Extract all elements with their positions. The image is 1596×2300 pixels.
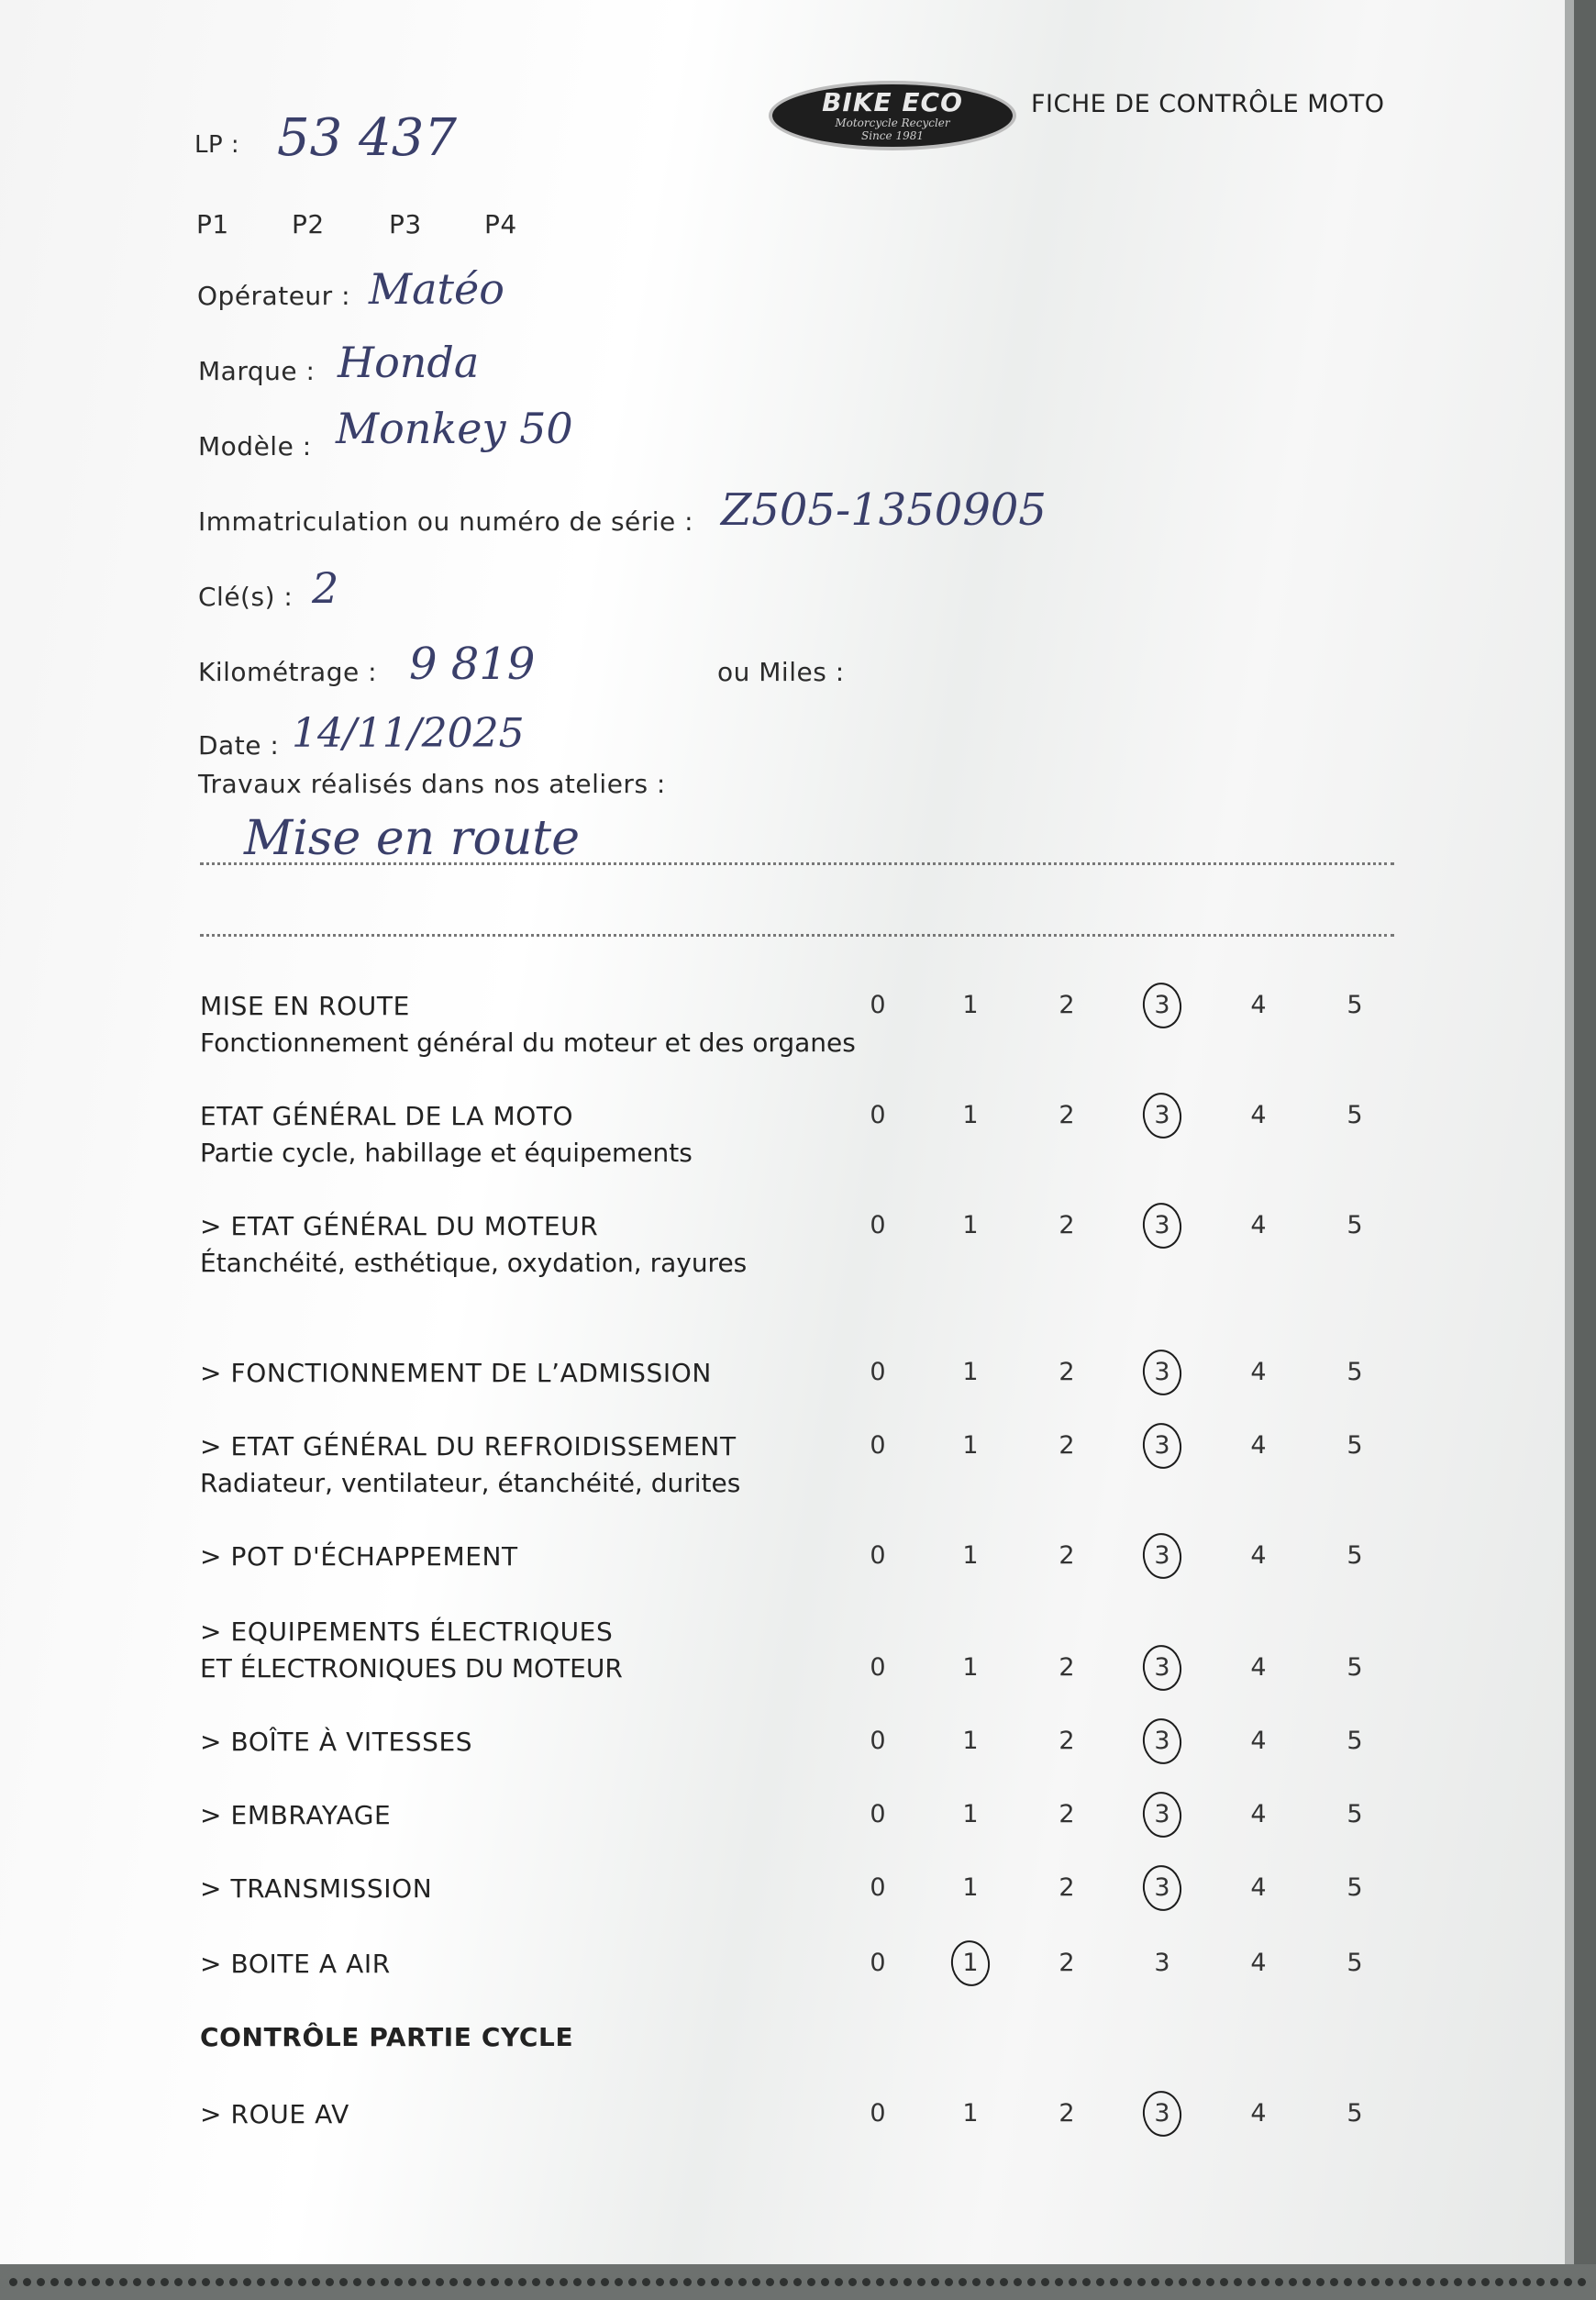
brand-label: Marque : [198, 356, 316, 386]
check-row-score-3[interactable]: 3 [1144, 1101, 1180, 1129]
check-row-score-5[interactable]: 5 [1347, 1873, 1363, 1902]
binder-hole [1468, 2278, 1476, 2286]
binder-hole [105, 2278, 114, 2286]
cycle-row-score-5[interactable]: 5 [1347, 2099, 1363, 2128]
binder-hole [573, 2278, 582, 2286]
check-row-score-4[interactable]: 4 [1250, 1653, 1267, 1682]
check-row-score-2[interactable]: 2 [1058, 1541, 1075, 1570]
check-row-score-3[interactable]: 3 [1144, 1211, 1180, 1239]
binder-hole [422, 2278, 430, 2286]
cycle-row-score-3[interactable]: 3 [1144, 2099, 1180, 2128]
binder-hole [491, 2278, 499, 2286]
binder-hole [147, 2278, 155, 2286]
check-row-score-2[interactable]: 2 [1058, 1949, 1075, 1977]
binder-hole [1206, 2278, 1214, 2286]
check-row-subtitle: Partie cycle, habillage et équipements [200, 1138, 693, 1168]
check-row-score-2[interactable]: 2 [1058, 1727, 1075, 1755]
binder-hole [1275, 2278, 1283, 2286]
check-row-title: > BOITE A AIR [200, 1949, 391, 1979]
binder-hole [670, 2278, 678, 2286]
check-row-score-1[interactable]: 1 [962, 1431, 979, 1460]
binder-hole [1151, 2278, 1159, 2286]
binder-hole [119, 2278, 127, 2286]
binder-hole [161, 2278, 169, 2286]
binder-hole [876, 2278, 884, 2286]
binder-hole [1509, 2278, 1517, 2286]
operator-label: Opérateur : [197, 281, 351, 311]
check-row-title: MISE EN ROUTE [200, 991, 410, 1021]
binder-hole [353, 2278, 361, 2286]
binder-hole [1014, 2278, 1022, 2286]
binder-hole [1413, 2278, 1421, 2286]
cycle-row-title: > ROUE AV [200, 2099, 349, 2129]
works-value: Mise en route [244, 811, 580, 866]
date-value: 14/11/2025 [292, 710, 525, 757]
binder-hole [1055, 2278, 1063, 2286]
check-row-score-3[interactable]: 3 [1144, 1431, 1180, 1460]
binder-hole [381, 2278, 389, 2286]
binder-hole [339, 2278, 348, 2286]
model-label: Modèle : [198, 431, 312, 461]
binder-hole [1578, 2278, 1586, 2286]
binder-hole [835, 2278, 843, 2286]
binder-hole [1192, 2278, 1201, 2286]
binder-hole [436, 2278, 444, 2286]
check-row-score-4[interactable]: 4 [1250, 1873, 1267, 1902]
binder-hole [1261, 2278, 1269, 2286]
binder-hole [821, 2278, 829, 2286]
logo-tagline: Motorcycle Recycler [835, 117, 950, 129]
check-row-score-5[interactable]: 5 [1347, 1541, 1363, 1570]
check-row-title: > FONCTIONNEMENT DE L’ADMISSION [200, 1358, 712, 1388]
binder-hole [615, 2278, 623, 2286]
check-row-score-4[interactable]: 4 [1250, 1949, 1267, 1977]
check-row-score-0[interactable]: 0 [870, 1727, 886, 1755]
binder-hole [560, 2278, 568, 2286]
binder-hole [546, 2278, 554, 2286]
binder-hole [449, 2278, 458, 2286]
check-row-score-1[interactable]: 1 [962, 1873, 979, 1902]
check-row-score-4[interactable]: 4 [1250, 1211, 1267, 1239]
check-row-score-0[interactable]: 0 [870, 1211, 886, 1239]
binder-hole [1220, 2278, 1228, 2286]
binder-hole [986, 2278, 994, 2286]
check-row-score-2[interactable]: 2 [1058, 1800, 1075, 1828]
check-row-score-1[interactable]: 1 [952, 1949, 989, 1977]
brand-value: Honda [338, 338, 480, 387]
binder-hole [1316, 2278, 1324, 2286]
check-row-score-1[interactable]: 1 [962, 1800, 979, 1828]
check-row-score-3[interactable]: 3 [1144, 1800, 1180, 1828]
cycle-row-score-0[interactable]: 0 [870, 2099, 886, 2128]
check-row-score-5[interactable]: 5 [1347, 1358, 1363, 1386]
binder-hole [848, 2278, 857, 2286]
logo-brand: BIKE ECO [822, 87, 963, 117]
works-line-2 [200, 934, 1394, 937]
check-row-score-2[interactable]: 2 [1058, 1101, 1075, 1129]
binder-hole [931, 2278, 939, 2286]
binder-hole [1137, 2278, 1146, 2286]
lp-label: LP : [194, 131, 240, 159]
miles-label: ou Miles : [717, 657, 845, 687]
binder-hole [202, 2278, 210, 2286]
binder-hole [780, 2278, 788, 2286]
binder-hole [1454, 2278, 1462, 2286]
check-row-score-1[interactable]: 1 [962, 1727, 979, 1755]
check-row-score-3[interactable]: 3 [1144, 1727, 1180, 1755]
check-row-score-1[interactable]: 1 [962, 991, 979, 1019]
binder-hole [532, 2278, 540, 2286]
binder-hole [711, 2278, 719, 2286]
check-row-title: > ETAT GÉNÉRAL DU REFROIDISSEMENT [200, 1431, 737, 1461]
binder-hole [78, 2278, 86, 2286]
binder-hole [257, 2278, 265, 2286]
binder-hole [752, 2278, 760, 2286]
check-row-score-4[interactable]: 4 [1250, 1101, 1267, 1129]
check-row-score-1[interactable]: 1 [962, 1211, 979, 1239]
check-row-score-2[interactable]: 2 [1058, 1653, 1075, 1682]
date-label: Date : [198, 730, 280, 761]
binder-hole [1247, 2278, 1256, 2286]
binder-hole [738, 2278, 747, 2286]
binder-hole [50, 2278, 59, 2286]
binder-hole [1096, 2278, 1104, 2286]
binder-hole [1041, 2278, 1049, 2286]
works-label: Travaux réalisés dans nos ateliers : [198, 769, 666, 799]
binder-hole [394, 2278, 403, 2286]
check-row-score-3[interactable]: 3 [1144, 991, 1180, 1019]
check-row-score-1[interactable]: 1 [962, 1541, 979, 1570]
binder-hole [92, 2278, 100, 2286]
binder-hole [1165, 2278, 1173, 2286]
logo-since: Since 1981 [861, 129, 924, 142]
binder-hole [367, 2278, 375, 2286]
check-row-score-3[interactable]: 3 [1144, 1541, 1180, 1570]
binder-hole [1495, 2278, 1503, 2286]
binder-hole [1358, 2278, 1366, 2286]
check-row-title: > EMBRAYAGE [200, 1800, 392, 1830]
check-row-subtitle: Radiateur, ventilateur, étanchéité, durites [200, 1468, 741, 1498]
binder-hole [188, 2278, 196, 2286]
check-row-title: ETAT GÉNÉRAL DE LA MOTO [200, 1101, 574, 1131]
binder-hole [477, 2278, 485, 2286]
check-row-score-1[interactable]: 1 [962, 1653, 979, 1682]
check-row-score-5[interactable]: 5 [1347, 1800, 1363, 1828]
cycle-row-score-4[interactable]: 4 [1250, 2099, 1267, 2128]
binder-hole [1385, 2278, 1393, 2286]
registration-value: Z505-1350905 [721, 484, 1047, 536]
binder-hole [312, 2278, 320, 2286]
check-row-score-4[interactable]: 4 [1250, 991, 1267, 1019]
check-row-score-4[interactable]: 4 [1250, 1800, 1267, 1828]
binder-hole [1344, 2278, 1352, 2286]
check-row-score-5[interactable]: 5 [1347, 1653, 1363, 1682]
binder-hole [945, 2278, 953, 2286]
binder-hole [903, 2278, 912, 2286]
binder-hole [1234, 2278, 1242, 2286]
check-row-score-5[interactable]: 5 [1347, 1431, 1363, 1460]
check-row-score-5[interactable]: 5 [1347, 1949, 1363, 1977]
check-row-score-2[interactable]: 2 [1058, 1358, 1075, 1386]
check-row-score-3[interactable]: 3 [1144, 1653, 1180, 1682]
check-row-score-2[interactable]: 2 [1058, 991, 1075, 1019]
binder-hole [463, 2278, 471, 2286]
check-row-subtitle: ET ÉLECTRONIQUES DU MOTEUR [200, 1653, 623, 1683]
binder-hole [959, 2278, 967, 2286]
model-value: Monkey 50 [336, 404, 573, 453]
binder-hole [229, 2278, 238, 2286]
check-row-score-0[interactable]: 0 [870, 991, 886, 1019]
check-row-score-5[interactable]: 5 [1347, 1211, 1363, 1239]
check-row-score-0[interactable]: 0 [870, 1358, 886, 1386]
check-row-title: > POT D'ÉCHAPPEMENT [200, 1541, 518, 1572]
binder-hole [1564, 2278, 1572, 2286]
binder-hole [174, 2278, 183, 2286]
check-row-score-2[interactable]: 2 [1058, 1431, 1075, 1460]
binder-hole [793, 2278, 802, 2286]
check-row-score-3[interactable]: 3 [1144, 1873, 1180, 1902]
binder-hole [642, 2278, 650, 2286]
binder-hole [725, 2278, 733, 2286]
binder-strip [0, 2264, 1596, 2300]
binder-hole [243, 2278, 251, 2286]
keys-label: Clé(s) : [198, 582, 294, 612]
binder-hole [284, 2278, 293, 2286]
position-p3: P3 [389, 209, 422, 239]
check-row-score-5[interactable]: 5 [1347, 1727, 1363, 1755]
binder-hole [766, 2278, 774, 2286]
check-row-subtitle: Étanchéité, esthétique, oxydation, rayures [200, 1248, 748, 1278]
check-row-score-0[interactable]: 0 [870, 1101, 886, 1129]
check-row-score-5[interactable]: 5 [1347, 991, 1363, 1019]
lp-value: 53 437 [277, 108, 457, 168]
operator-value: Matéo [369, 264, 504, 314]
check-row-score-4[interactable]: 4 [1250, 1727, 1267, 1755]
binder-hole [408, 2278, 416, 2286]
binder-hole [1371, 2278, 1380, 2286]
check-row-title: > BOÎTE À VITESSES [200, 1727, 473, 1757]
binder-hole [1426, 2278, 1435, 2286]
check-row-score-0[interactable]: 0 [870, 1431, 886, 1460]
check-row-score-4[interactable]: 4 [1250, 1431, 1267, 1460]
check-row-score-3[interactable]: 3 [1144, 1358, 1180, 1386]
binder-hole [1399, 2278, 1407, 2286]
binder-hole [1082, 2278, 1091, 2286]
binder-hole [628, 2278, 637, 2286]
binder-hole [518, 2278, 526, 2286]
mileage-value: 9 819 [409, 639, 536, 690]
check-row-score-5[interactable]: 5 [1347, 1101, 1363, 1129]
keys-value: 2 [312, 563, 339, 613]
cycle-section-heading: CONTRÔLE PARTIE CYCLE [200, 2022, 574, 2052]
binder-hole [271, 2278, 279, 2286]
binder-hole [917, 2278, 925, 2286]
binder-hole [1536, 2278, 1545, 2286]
binder-hole [890, 2278, 898, 2286]
check-row-score-1[interactable]: 1 [962, 1101, 979, 1129]
position-p2: P2 [292, 209, 325, 239]
mileage-label: Kilométrage : [198, 657, 378, 687]
binder-hole [298, 2278, 306, 2286]
binder-hole [37, 2278, 45, 2286]
position-p1: P1 [196, 209, 229, 239]
binder-hole [64, 2278, 72, 2286]
binder-hole [697, 2278, 705, 2286]
form-title: FICHE DE CONTRÔLE MOTO [1031, 90, 1385, 118]
binder-hole [972, 2278, 981, 2286]
binder-hole [1289, 2278, 1297, 2286]
check-row-title: > TRANSMISSION [200, 1873, 433, 1904]
bike-eco-logo [769, 81, 1016, 150]
binder-hole [862, 2278, 870, 2286]
works-line-1 [200, 862, 1394, 865]
binder-hole [1440, 2278, 1448, 2286]
check-row-score-2[interactable]: 2 [1058, 1211, 1075, 1239]
binder-hole [807, 2278, 815, 2286]
binder-hole [133, 2278, 141, 2286]
binder-hole [601, 2278, 609, 2286]
binder-hole [1027, 2278, 1036, 2286]
check-row-score-0[interactable]: 0 [870, 1949, 886, 1977]
check-row-score-0[interactable]: 0 [870, 1873, 886, 1902]
check-row-score-1[interactable]: 1 [962, 1358, 979, 1386]
check-row-score-2[interactable]: 2 [1058, 1873, 1075, 1902]
cycle-row-score-2[interactable]: 2 [1058, 2099, 1075, 2128]
binder-hole [656, 2278, 664, 2286]
position-p4: P4 [484, 209, 517, 239]
check-row-score-0[interactable]: 0 [870, 1800, 886, 1828]
binder-hole [587, 2278, 595, 2286]
check-row-score-0[interactable]: 0 [870, 1653, 886, 1682]
binder-hole [1330, 2278, 1338, 2286]
cycle-row-score-1[interactable]: 1 [962, 2099, 979, 2128]
binder-hole [1000, 2278, 1008, 2286]
binder-hole [683, 2278, 692, 2286]
binder-hole [23, 2278, 31, 2286]
check-row-score-4[interactable]: 4 [1250, 1358, 1267, 1386]
check-row-title: > ETAT GÉNÉRAL DU MOTEUR [200, 1211, 599, 1241]
binder-hole [216, 2278, 224, 2286]
check-row-title: > EQUIPEMENTS ÉLECTRIQUES [200, 1617, 614, 1647]
binder-hole [1179, 2278, 1187, 2286]
check-row-score-3[interactable]: 3 [1154, 1949, 1170, 1977]
check-row-score-4[interactable]: 4 [1250, 1541, 1267, 1570]
binder-hole [1523, 2278, 1531, 2286]
binder-hole [1110, 2278, 1118, 2286]
registration-label: Immatriculation ou numéro de série : [198, 506, 694, 537]
binder-hole [1124, 2278, 1132, 2286]
binder-hole [1550, 2278, 1558, 2286]
check-row-subtitle: Fonctionnement général du moteur et des organes [200, 1028, 856, 1058]
binder-hole [9, 2278, 17, 2286]
binder-hole [504, 2278, 513, 2286]
binder-hole [1069, 2278, 1077, 2286]
check-row-score-0[interactable]: 0 [870, 1541, 886, 1570]
binder-hole [326, 2278, 334, 2286]
binder-hole [1302, 2278, 1311, 2286]
binder-hole [1481, 2278, 1490, 2286]
